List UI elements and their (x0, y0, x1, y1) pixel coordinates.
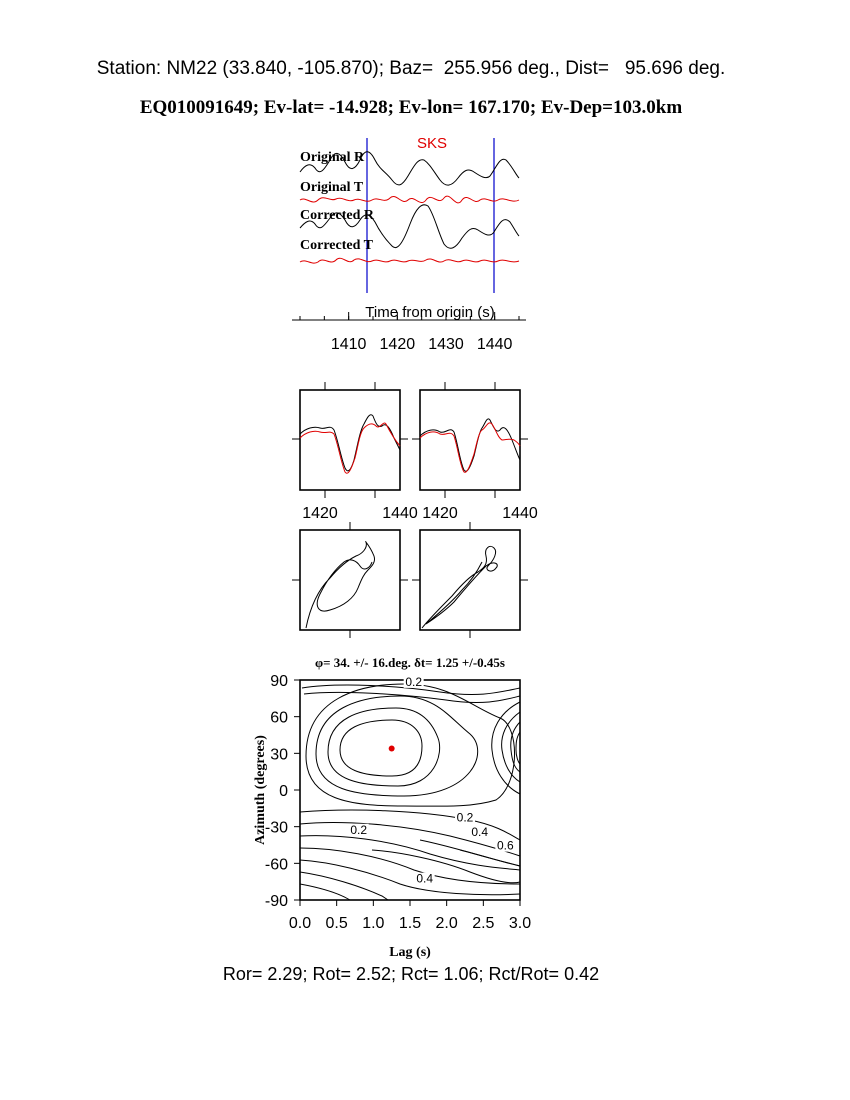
pm-box-right (420, 530, 520, 630)
grid-x-tick-label: 1.5 (398, 915, 422, 932)
fit-box-ticks (292, 382, 528, 498)
contour-low-5 (300, 860, 520, 895)
fit-right-black (420, 419, 520, 471)
ratio-summary: Ror= 2.29; Rot= 2.52; Rct= 1.06; Rct/Rot= 0.42 (222, 964, 600, 984)
grid-x-tick-label: 0.0 (288, 915, 312, 932)
trace-label-corrected-r: Corrected R (300, 208, 374, 223)
contour-lines (300, 684, 520, 900)
trace-tick-label: 1440 (476, 336, 513, 353)
fit-x-ticks (302, 505, 538, 522)
trace-tick-label: 1410 (330, 336, 367, 353)
event-info: EQ010091649; Ev-lat= -14.928; Ev-lon= 167.170; Ev-Dep=103.0km (139, 97, 683, 118)
contour-label: 0.4 (471, 825, 489, 840)
trace-label-original-t: Original T (300, 180, 364, 195)
phase-label: SKS (416, 135, 448, 152)
trace-label-corrected-t: Corrected T (300, 238, 373, 253)
grid-search-panel (253, 655, 531, 960)
trace-original-t (300, 196, 519, 203)
grid-title: φ= 34. +/- 16.deg. δt= 1.25 +/-0.45s (314, 655, 506, 670)
grid-y-tick-label: 30 (270, 746, 288, 764)
contour-label: 0.4 (416, 871, 434, 886)
contour-low-7 (300, 884, 350, 900)
particle-motion-panel (292, 522, 528, 638)
grid-y-tick-label: 90 (270, 673, 288, 690)
fit-tick-label: 1440 (382, 505, 418, 522)
contour-low-6 (300, 872, 388, 900)
grid-y-tick-label: 60 (270, 709, 288, 727)
grid-y-tick-label: -60 (264, 856, 288, 874)
grid-y-tick-label: -30 (264, 819, 288, 837)
contour-label: 0.6 (496, 838, 514, 853)
pm-box-left (300, 530, 400, 630)
pm-right-curve (422, 546, 497, 628)
trace-tick-label: 1420 (379, 336, 416, 353)
grid-frame (300, 680, 520, 900)
station-info: Station: NM22 (33.840, -105.870); Baz= 255.956 deg., Dist= 95.696 deg. (96, 58, 726, 79)
contour-labels (349, 675, 516, 886)
fit-tick-label: 1420 (302, 505, 338, 522)
traces-panel (292, 135, 526, 353)
fit-box-left (300, 390, 400, 490)
contour-inner (340, 720, 422, 776)
grid-x-tick-label: 3.0 (508, 915, 532, 932)
grid-x-label: Lag (s) (389, 945, 431, 960)
pm-left-curve (306, 542, 375, 628)
grid-y-ticks (265, 673, 300, 910)
best-fit-point (389, 745, 395, 751)
trace-corrected-t (300, 258, 519, 263)
waveform-fit-panel (292, 382, 538, 522)
fit-left-red (300, 423, 400, 473)
fit-tick-label: 1440 (502, 505, 538, 522)
contour-right-3 (511, 722, 520, 772)
trace-label-original-r: Original R (300, 150, 365, 165)
contour-2 (328, 708, 440, 786)
fit-tick-label: 1420 (422, 505, 458, 522)
contour-label: 0.2 (405, 674, 423, 689)
trace-x-axis-label: Time from origin (s) (365, 304, 495, 321)
trace-tick-label: 1430 (428, 336, 464, 353)
pm-box-ticks (292, 522, 528, 638)
grid-x-tick-label: 2.0 (435, 915, 458, 932)
grid-y-tick-label: 0 (279, 783, 288, 800)
grid-y-label: Azimuth (degrees) (253, 735, 268, 845)
grid-x-tick-label: 0.5 (325, 915, 348, 932)
grid-y-tick-label: -90 (264, 893, 288, 910)
grid-x-tick-label: 1.0 (362, 915, 385, 932)
contour-label: 0.2 (350, 822, 368, 837)
contour-label: 0.2 (456, 810, 474, 825)
grid-x-tick-label: 2.5 (472, 915, 495, 932)
grid-x-ticks (289, 900, 531, 932)
